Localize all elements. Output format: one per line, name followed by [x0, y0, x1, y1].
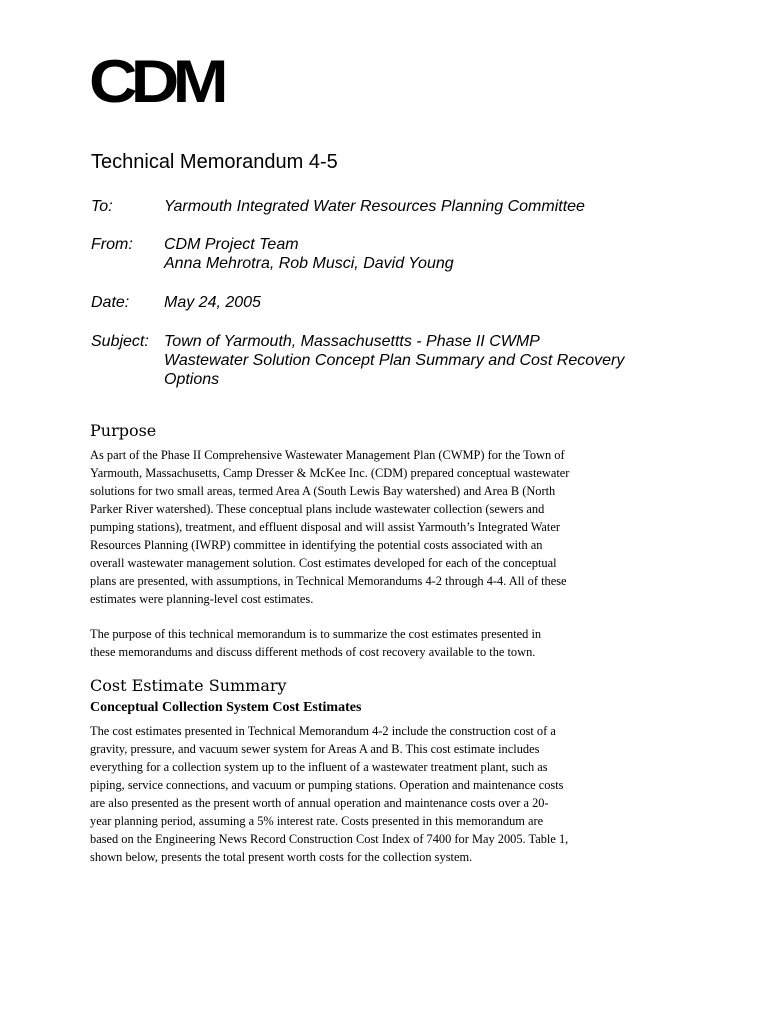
from-value [164, 235, 454, 273]
paragraph-line: shown below, presents the total present worth costs for the collection system. [90, 850, 473, 864]
memo-title: Technical Memorandum 4-5 [91, 151, 338, 173]
paragraph-line: these memorandums and discuss different methods of cost recovery available to the town. [90, 645, 536, 659]
paragraph-line: solutions for two small areas, termed Area A (South Lewis Bay watershed) and Area B (North [90, 484, 556, 498]
paragraph-line: Parker River watershed). These conceptual plans include wastewater collection (sewers and [90, 502, 545, 516]
paragraph-line: plans are presented, with assumptions, in Technical Memorandums 4-2 through 4-4. All of these [90, 574, 567, 588]
cdm-logo: CDM [89, 48, 222, 115]
cost-summary-paragraph [90, 722, 690, 866]
paragraph-line: The purpose of this technical memorandum is to summarize the cost estimates presented in [90, 627, 542, 641]
subject-line: Wastewater Solution Concept Plan Summary and Cost Recovery [164, 352, 625, 369]
date-label: Date: [91, 294, 130, 311]
paragraph-line: gravity, pressure, and vacuum sewer system for Areas A and B. This cost estimate includes [90, 742, 540, 756]
paragraph-line: The cost estimates presented in Technical Memorandum 4-2 include the construction cost of a [90, 724, 556, 738]
subject-label: Subject: [91, 333, 149, 350]
from-label: From: [91, 236, 133, 253]
paragraph-line: As part of the Phase II Comprehensive Wastewater Management Plan (CWMP) for the Town of [90, 448, 565, 462]
paragraph-line: everything for a collection system up to the influent of a wastewater treatment plant, such as [90, 760, 548, 774]
paragraph-line: based on the Engineering News Record Construction Cost Index of 7400 for May 2005. Table 1, [90, 832, 569, 846]
paragraph-line: year planning period, assuming a 5% interest rate. Costs presented in this memorandum are [90, 814, 544, 828]
from-line: Anna Mehrotra, Rob Musci, David Young [164, 255, 454, 272]
purpose-heading: Purpose [90, 421, 157, 440]
to-value: Yarmouth Integrated Water Resources Planning Committee [164, 198, 585, 215]
subject-value [164, 332, 624, 389]
purpose-paragraph-1 [90, 446, 690, 608]
subject-line: Town of Yarmouth, Massachusettts - Phase II CWMP [164, 333, 540, 350]
paragraph-line: estimates were planning-level cost estimates. [90, 592, 314, 606]
subject-line: Options [164, 371, 220, 388]
purpose-paragraph-2 [90, 625, 690, 661]
paragraph-line: piping, service connections, and vacuum or pumping stations. Operation and maintenance costs [90, 778, 564, 792]
paragraph-line: are also presented as the present worth of annual operation and maintenance costs over a 20- [90, 796, 549, 810]
from-line: CDM Project Team [164, 236, 299, 253]
to-label: To: [91, 198, 113, 215]
cost-summary-heading: Cost Estimate Summary [90, 676, 287, 695]
date-value: May 24, 2005 [164, 294, 261, 311]
collection-cost-subheading: Conceptual Collection System Cost Estimates [90, 700, 362, 715]
paragraph-line: pumping stations), treatment, and effluent disposal and will assist Yarmouth’s Integrated Water [90, 520, 560, 534]
paragraph-line: overall wastewater management solution. Cost estimates developed for each of the conceptual [90, 556, 557, 570]
paragraph-line: Yarmouth, Massachusetts, Camp Dresser & McKee Inc. (CDM) prepared conceptual wastewater [90, 466, 570, 480]
paragraph-line: Resources Planning (IWRP) committee in identifying the potential costs associated with an [90, 538, 543, 552]
